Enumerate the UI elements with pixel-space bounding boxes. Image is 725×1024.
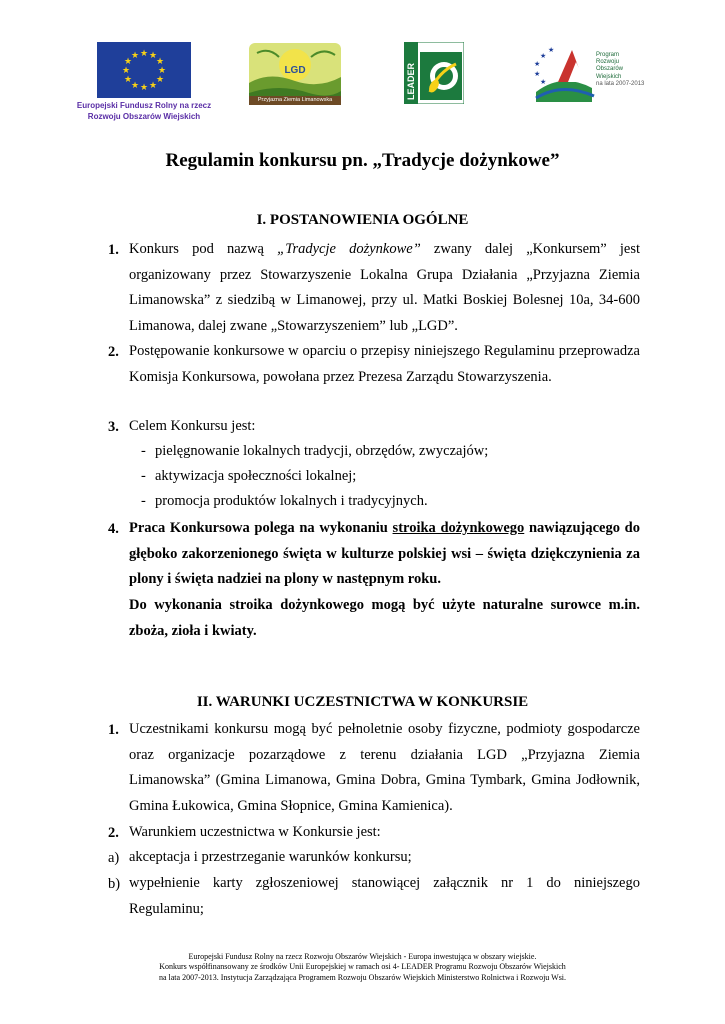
s1-p4-a: Praca Konkursowa polega na wykonaniu bbox=[129, 520, 393, 536]
prow-line: Rozwoju bbox=[596, 59, 620, 66]
prow-line: Wiejskich bbox=[596, 73, 622, 80]
s2-p2-number: 2. bbox=[108, 825, 119, 841]
eu-stars-icon bbox=[97, 42, 191, 98]
svg-text:★: ★ bbox=[139, 49, 149, 59]
s2-p1-text: Uczestnikami konkursu mogą być pełnoletnie osoby fizyczne, podmioty gospodarcze oraz organizacje pozarządowe z terenu działania LGD „Przyjazna Ziemia Limanowska” (Gmina Limanowa, Gmina Dobra, Gmina Tymbark, Gmina Jodłownik, Gmina Łukowica, Gmina Słopnice, Gmina Kamienica). bbox=[129, 721, 640, 814]
bullet-dash: - bbox=[141, 493, 146, 509]
svg-text:★: ★ bbox=[157, 66, 167, 76]
svg-text:★: ★ bbox=[548, 46, 555, 54]
footer-line3: na lata 2007-2013. Instytucja Zarządzająca Programem Rozwoju Obszarów Wiejskich Ministerstwo Rolnictwa i Rozwoju Wsi. bbox=[158, 972, 567, 982]
svg-text:★: ★ bbox=[534, 70, 541, 78]
s1-p4-text bbox=[129, 516, 640, 593]
s1-p3-bullet: aktywizacja społeczności lokalnej; bbox=[155, 468, 357, 484]
prow-line: na lata 2007-2013 bbox=[596, 80, 645, 87]
footer-line1: Europejski Fundusz Rolny na rzecz Rozwoju Obszarów Wiejskich - Europa inwestująca w obszary wiejskie. bbox=[188, 952, 537, 961]
svg-text:★: ★ bbox=[123, 75, 133, 85]
lgd-strip: Przyjazna Ziemia Limanowska bbox=[249, 96, 341, 105]
svg-text:★: ★ bbox=[148, 81, 158, 91]
s2-p2-text: Warunkiem uczestnictwa w Konkursie jest: bbox=[129, 824, 381, 840]
s1-p1-contest-name: „Tradycje dożynkowe” bbox=[277, 241, 421, 257]
s1-p3-bullet: promocja produktów lokalnych i tradycyjnych. bbox=[155, 493, 428, 509]
svg-text:★: ★ bbox=[540, 52, 547, 60]
s2-b-text: wypełnienie karty zgłoszeniowej stanowiącej załącznik nr 1 do niniejszego Regulaminu; bbox=[129, 875, 640, 917]
prow-text bbox=[596, 52, 644, 88]
s1-p4-materials: Do wykonania stroika dożynkowego mogą być użyte naturalne surowce m.in. zboża, zioła i kwiaty. bbox=[129, 597, 640, 639]
s1-p4-b: nawiązującego do głęboko zakorzenionego święta w kulturze polskiej wsi – święta dziękczynienia za plony i święta nadziei na plony w następnym roku. bbox=[129, 520, 640, 588]
s1-p2-text: Postępowanie konkursowe w oparciu o przepisy niniejszego Regulaminu przeprowadza Komisja Konkursowa, powołana przez Prezesa Zarządu Stowarzyszenia. bbox=[129, 343, 640, 385]
svg-text:★: ★ bbox=[540, 78, 547, 86]
document-title: Regulamin konkursu pn. „Tradycje dożynkowe” bbox=[165, 150, 560, 171]
svg-text:★: ★ bbox=[121, 66, 131, 76]
svg-text:★: ★ bbox=[123, 57, 133, 67]
svg-text:★: ★ bbox=[130, 81, 140, 91]
lgd-text: LGD bbox=[284, 65, 306, 76]
s1-p3-bullet: pielęgnowanie lokalnych tradycji, obrzędów, zwyczajów; bbox=[155, 443, 489, 459]
svg-text:★: ★ bbox=[155, 75, 165, 85]
s1-p1-text bbox=[129, 237, 640, 339]
s1-p1-b: zwany dalej „Konkursem” jest organizowany przez Stowarzyszenie Lokalna Grupa Działania „Przyjazna Ziemia Limanowska” z siedzibą w Limanowej, przy ul. Matki Boskiej Bolesnej 10a, 34-600 Limanowa, dalej zwane „Stowarzyszeniem” lub „LGD”. bbox=[129, 241, 641, 334]
svg-text:★: ★ bbox=[148, 51, 158, 61]
s1-p3-number: 3. bbox=[108, 419, 119, 435]
bullet-dash: - bbox=[141, 443, 146, 459]
prow-line: Obszarów bbox=[596, 66, 624, 73]
bullet-dash: - bbox=[141, 468, 146, 484]
s1-p3-text: Celem Konkursu jest: bbox=[129, 418, 256, 434]
s2-p1-number: 1. bbox=[108, 722, 119, 738]
eu-caption bbox=[70, 100, 218, 122]
section1-heading: I. POSTANOWIENIA OGÓLNE bbox=[256, 212, 469, 228]
eu-flag-logo bbox=[97, 42, 191, 98]
s1-p4-underlined: stroika dożynkowego bbox=[392, 520, 525, 536]
s2-a-text: akceptacja i przestrzeganie warunków konkursu; bbox=[129, 849, 412, 865]
section2-heading: II. WARUNKI UCZESTNICTWA W KONKURSIE bbox=[196, 694, 529, 710]
footer-line2: Konkurs współfinansowany ze środków Unii Europejskiej w ramach osi 4- LEADER Programu Rozwoju Obszarów Wiejskich bbox=[159, 962, 566, 972]
s2-b-label: b) bbox=[108, 876, 121, 892]
leader-text: LEADER bbox=[406, 62, 416, 100]
footer bbox=[0, 952, 725, 983]
s1-p1-number: 1. bbox=[108, 242, 119, 258]
s1-p2-number: 2. bbox=[108, 344, 119, 360]
prow-line: Program bbox=[596, 52, 620, 58]
svg-text:★: ★ bbox=[534, 60, 541, 68]
leader-logo bbox=[404, 42, 464, 104]
s1-p1-a: Konkurs pod nazwą bbox=[129, 241, 278, 257]
s2-a-label: a) bbox=[108, 850, 120, 866]
eu-caption-line2: Rozwoju Obszarów Wiejskich bbox=[87, 112, 201, 121]
svg-text:★: ★ bbox=[130, 51, 140, 61]
svg-text:★: ★ bbox=[139, 83, 149, 93]
s1-p4-number: 4. bbox=[108, 521, 119, 537]
svg-text:★: ★ bbox=[155, 57, 165, 67]
eu-caption-line1: Europejski Fundusz Rolny na rzecz bbox=[76, 101, 212, 110]
